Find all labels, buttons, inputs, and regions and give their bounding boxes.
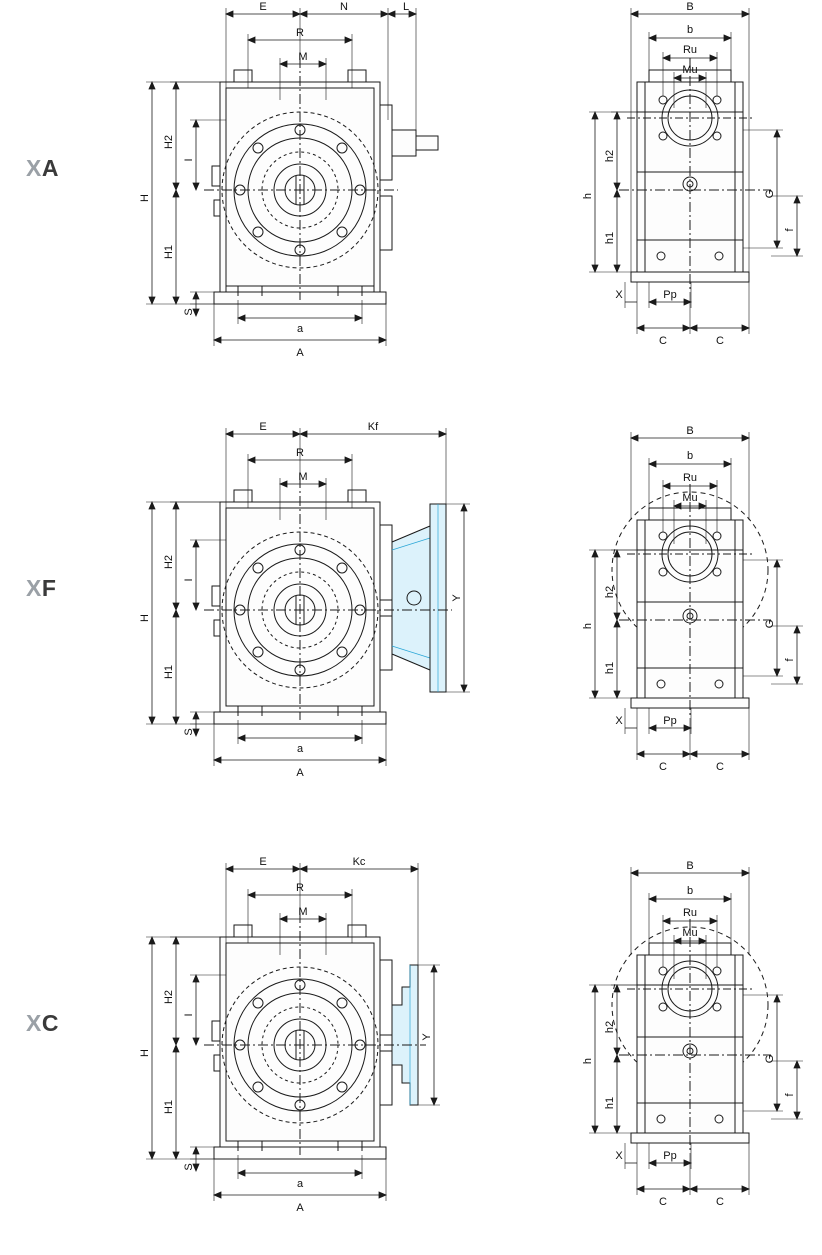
variant-label-prefix: X <box>26 575 42 601</box>
dim-label-M: M <box>298 906 308 918</box>
xc-front-view <box>130 855 460 1225</box>
dim-label-R: R <box>296 882 304 894</box>
dim-label-h: h <box>582 192 594 200</box>
dim-label-A: A <box>296 767 304 779</box>
dim-label-H1: H1 <box>163 244 175 260</box>
dim-label-h2: h2 <box>604 1020 616 1034</box>
dim-label-G: G <box>764 189 776 199</box>
dim-label-C2: C <box>716 335 724 347</box>
dim-label-Mu: Mu <box>682 64 698 76</box>
dim-label-h1: h1 <box>604 231 616 245</box>
dim-label-a: a <box>296 743 304 755</box>
dim-label-S: S <box>183 308 195 316</box>
dim-label-H: H <box>139 194 151 202</box>
dim-label-H1: H1 <box>163 1099 175 1115</box>
dim-label-b: b <box>686 24 694 36</box>
dim-label-a: a <box>296 1178 304 1190</box>
dim-label-b: b <box>686 885 694 897</box>
dim-label-a: a <box>296 323 304 335</box>
dim-label-A: A <box>296 347 304 359</box>
dim-label-M: M <box>298 471 308 483</box>
variant-row-xa <box>0 0 822 390</box>
xc-side-view <box>575 855 822 1225</box>
dim-label-H: H <box>139 1049 151 1057</box>
variant-row-xf <box>0 420 822 810</box>
dim-label-C1: C <box>659 1196 667 1208</box>
dim-label-B: B <box>686 425 694 437</box>
dim-label-E: E <box>259 856 267 868</box>
dim-label-Ru: Ru <box>682 44 698 56</box>
dim-label-f: f <box>784 658 796 662</box>
dim-label-h2: h2 <box>604 149 616 163</box>
dim-label-f: f <box>784 1093 796 1097</box>
variant-label-xa <box>26 155 59 182</box>
dim-label-H2: H2 <box>163 989 175 1005</box>
dim-label-R: R <box>296 27 304 39</box>
dim-label-Ru: Ru <box>682 907 698 919</box>
dim-label-h2: h2 <box>604 585 616 599</box>
dim-label-S: S <box>183 1163 195 1171</box>
variant-label-suffix: A <box>41 155 59 181</box>
dim-label-H: H <box>139 614 151 622</box>
dim-label-h1: h1 <box>604 661 616 675</box>
dim-label-Ru: Ru <box>682 472 698 484</box>
dim-label-G: G <box>764 619 776 629</box>
xa-front-view <box>130 0 460 360</box>
variant-label-prefix: X <box>26 1010 42 1036</box>
dim-label-Y: Y <box>421 1033 433 1041</box>
dim-label-S: S <box>183 728 195 736</box>
variant-label-suffix: F <box>41 575 57 601</box>
variant-label-suffix: C <box>41 1010 59 1036</box>
dim-label-H2: H2 <box>163 554 175 570</box>
dim-label-h1: h1 <box>604 1096 616 1110</box>
dim-label-X: X <box>615 715 623 727</box>
dim-label-H1: H1 <box>163 664 175 680</box>
variant-label-xf <box>26 575 56 602</box>
xa-side-view <box>575 0 822 360</box>
dim-label-Pp: Pp <box>663 715 677 727</box>
dim-label-B: B <box>686 1 694 13</box>
dim-label-C1: C <box>659 335 667 347</box>
dim-label-X: X <box>615 1150 623 1162</box>
dim-label-L: L <box>402 1 410 13</box>
dim-label-G: G <box>764 1054 776 1064</box>
dim-label-f: f <box>784 228 796 232</box>
dim-label-Y: Y <box>451 594 463 602</box>
dim-label-N: N <box>340 1 348 13</box>
dim-label-Kf: Kf <box>367 421 379 433</box>
dim-label-I: I <box>183 1013 195 1017</box>
variant-label-prefix: X <box>26 155 42 181</box>
dim-label-M: M <box>298 51 308 63</box>
xf-front-view <box>130 420 490 780</box>
dim-label-Mu: Mu <box>682 492 698 504</box>
dim-label-C1: C <box>659 761 667 773</box>
dim-label-A: A <box>296 1202 304 1214</box>
dim-label-h: h <box>582 1057 594 1065</box>
dim-label-I: I <box>183 158 195 162</box>
dim-label-R: R <box>296 447 304 459</box>
dim-label-b: b <box>686 450 694 462</box>
dim-label-B: B <box>686 860 694 872</box>
dim-label-Mu: Mu <box>682 927 698 939</box>
dim-label-X: X <box>615 289 623 301</box>
variant-label-xc <box>26 1010 59 1037</box>
dim-label-h: h <box>582 622 594 630</box>
dim-label-C2: C <box>716 761 724 773</box>
dim-label-Pp: Pp <box>663 1150 677 1162</box>
dim-label-E: E <box>259 1 267 13</box>
dim-label-E: E <box>259 421 267 433</box>
dim-label-H2: H2 <box>163 134 175 150</box>
dim-label-C2: C <box>716 1196 724 1208</box>
dim-label-I: I <box>183 578 195 582</box>
xf-side-view <box>575 420 822 780</box>
variant-row-xc <box>0 845 822 1235</box>
dim-label-Kc: Kc <box>352 856 366 868</box>
dim-label-Pp: Pp <box>663 289 677 301</box>
